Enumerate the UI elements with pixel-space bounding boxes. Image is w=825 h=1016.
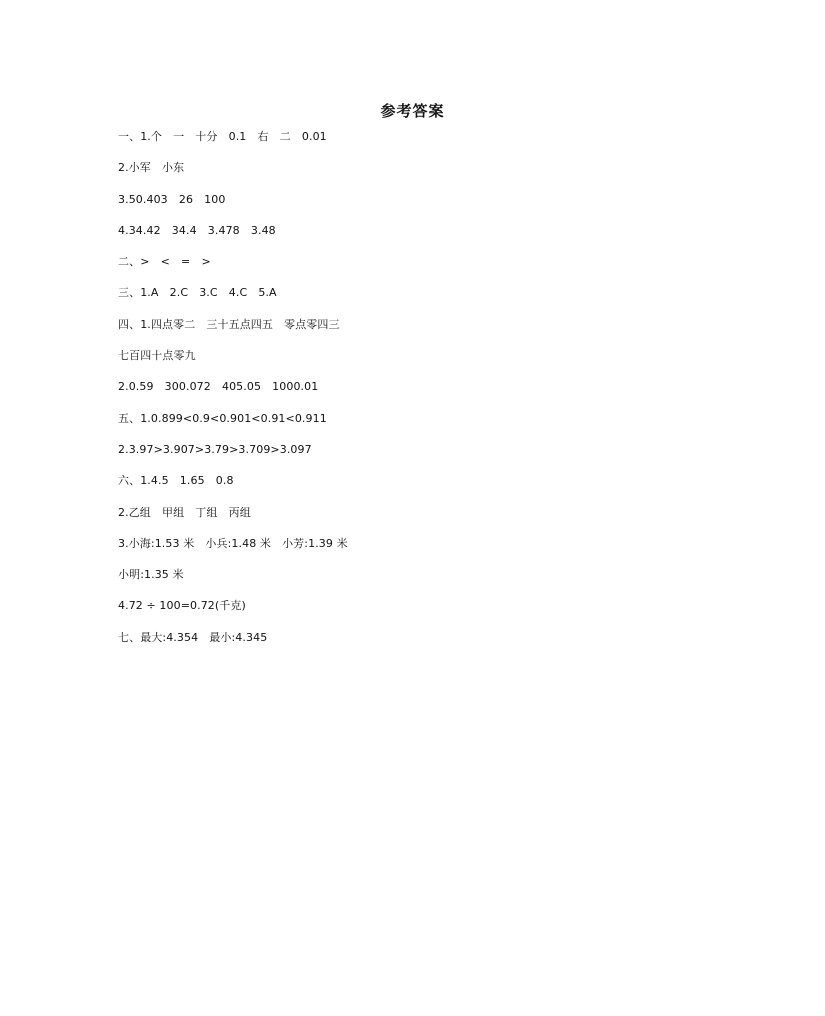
answer-line: 小明:1.35 米 xyxy=(118,568,184,582)
answer-line: 七、最大:4.354 最小:4.345 xyxy=(118,630,268,644)
answer-list xyxy=(118,128,718,660)
answer-line: 2.0.59 300.072 405.05 1000.01 xyxy=(118,380,319,394)
page-title: 参考答案 xyxy=(380,102,445,120)
answer-line: 3.50.403 26 100 xyxy=(118,192,226,206)
answer-line: 2.小军 小东 xyxy=(118,161,185,175)
answer-line: 4.34.42 34.4 3.478 3.48 xyxy=(118,223,276,237)
answer-line: 五、1.0.899<0.9<0.901<0.91<0.911 xyxy=(118,411,327,425)
answer-line: 六、1.4.5 1.65 0.8 xyxy=(118,474,234,488)
answer-line: 2.3.97>3.907>3.79>3.709>3.097 xyxy=(118,442,312,456)
answer-line: 四、1.四点零二 三十五点四五 零点零四三 xyxy=(118,317,340,331)
answer-line: 二、> < = > xyxy=(118,255,211,269)
answer-line: 2.乙组 甲组 丁组 丙组 xyxy=(118,505,251,519)
answer-line: 4.72 ÷ 100=0.72(千克) xyxy=(118,599,246,613)
answer-line: 3.小海:1.53 米 小兵:1.48 米 小芳:1.39 米 xyxy=(118,536,348,550)
answer-line: 三、1.A 2.C 3.C 4.C 5.A xyxy=(118,286,277,300)
answer-line: 一、1.个 一 十分 0.1 右 二 0.01 xyxy=(118,130,327,143)
answer-line: 七百四十点零九 xyxy=(118,349,196,363)
